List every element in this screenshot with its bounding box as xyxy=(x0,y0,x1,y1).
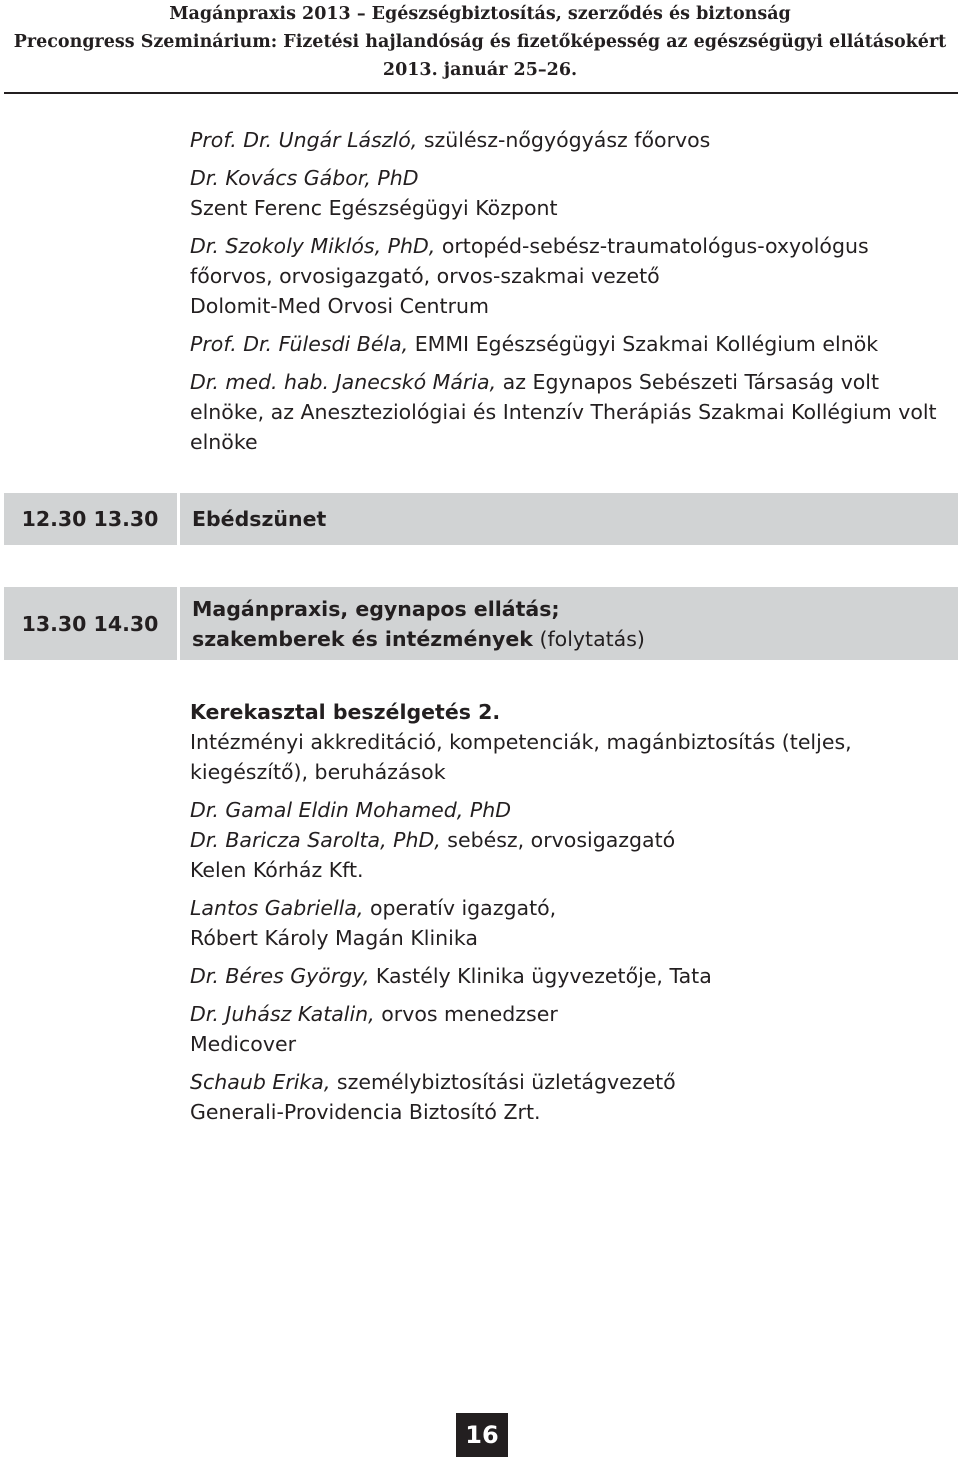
speaker-role: szülész-nőgyógyász főorvos xyxy=(417,128,711,152)
speaker-role: Kastély Klinika ügyvezetője, Tata xyxy=(369,964,712,988)
speaker-role: operatív igazgató, xyxy=(363,896,557,920)
session-time: 13.30 14.30 xyxy=(21,611,159,636)
speaker-entry xyxy=(190,231,950,321)
speaker-name: Lantos Gabriella, xyxy=(190,896,364,920)
speaker-name: Dr. Szokoly Miklós, PhD, xyxy=(190,234,436,258)
speaker-entry xyxy=(190,961,950,991)
session-title xyxy=(192,587,645,660)
header-date: 2013. január 25–26. xyxy=(382,60,578,80)
speaker-name: Dr. Baricza Sarolta, PhD, xyxy=(190,828,441,852)
speaker-entry xyxy=(190,795,950,825)
speaker-affiliation: Kelen Kórház Kft. xyxy=(190,858,364,882)
speaker-name: Prof. Dr. Fülesdi Béla, xyxy=(190,332,409,356)
speaker-role: az Egynapos Sebészeti Társaság volt elnöke, az Aneszteziológiai és Intenzív Therápiás Szakmai Kollégium volt elnöke xyxy=(190,370,937,454)
speaker-affiliation: Generali-Providencia Biztosító Zrt. xyxy=(190,1100,541,1124)
speaker-entry xyxy=(190,125,950,155)
session-bar xyxy=(4,587,958,660)
roundtable-title: Kerekasztal beszélgetés 2. xyxy=(190,700,501,724)
speaker-affiliation: Dolomit-Med Orvosi Centrum xyxy=(190,294,489,318)
speaker-name: Schaub Erika, xyxy=(190,1070,331,1094)
header-divider xyxy=(4,92,958,94)
speaker-entry xyxy=(190,825,950,885)
speaker-affiliation: Róbert Károly Magán Klinika xyxy=(190,926,478,950)
speaker-entry xyxy=(190,999,950,1059)
bar-separator xyxy=(177,493,180,545)
speaker-role: személybiztosítási üzletágvezető xyxy=(330,1070,676,1094)
page-header xyxy=(0,0,960,84)
break-title: Ebédszünet xyxy=(192,507,327,531)
speaker-name: Dr. Béres György, xyxy=(190,964,370,988)
speaker-affiliation: Medicover xyxy=(190,1032,296,1056)
speaker-entry xyxy=(190,367,950,457)
session-title-suffix: (folytatás) xyxy=(532,626,645,651)
speaker-list-top xyxy=(190,125,950,465)
session-title-line1: Magánpraxis, egynapos ellátás; xyxy=(192,596,560,621)
speaker-name: Prof. Dr. Ungár László, xyxy=(190,128,418,152)
speaker-entry xyxy=(190,163,950,223)
speaker-role: orvos menedzser xyxy=(374,1002,558,1026)
session-title-line2: szakemberek és intézmények xyxy=(192,626,533,651)
speaker-name: Dr. med. hab. Janecskó Mária, xyxy=(190,370,497,394)
speaker-entry xyxy=(190,1067,950,1127)
bar-separator xyxy=(177,587,180,660)
header-event-title: Magánpraxis 2013 – Egészségbiztosítás, szerződés és biztonság xyxy=(169,4,791,24)
break-time: 12.30 13.30 xyxy=(21,507,159,531)
speaker-role: EMMI Egészségügyi Szakmai Kollégium elnök xyxy=(408,332,879,356)
speaker-role: ortopéd-sebész-traumatológus-oxyológus főorvos, orvosigazgató, orvos-szakmai vezető xyxy=(190,234,869,288)
speaker-name: Dr. Gamal Eldin Mohamed, PhD xyxy=(190,798,511,822)
page-number: 16 xyxy=(456,1413,508,1457)
header-seminar-title: Precongress Szeminárium: Fizetési hajlandóság és fizetőképesség az egészségügyi ellátásokért xyxy=(13,32,947,52)
speaker-name: Dr. Kovács Gábor, PhD xyxy=(190,166,419,190)
speaker-name: Dr. Juhász Katalin, xyxy=(190,1002,375,1026)
lunch-break-bar xyxy=(4,493,958,545)
speaker-affiliation: Szent Ferenc Egészségügyi Központ xyxy=(190,196,558,220)
roundtable-section xyxy=(190,697,950,1135)
speaker-entry xyxy=(190,329,950,359)
speaker-role: sebész, orvosigazgató xyxy=(440,828,676,852)
speaker-entry xyxy=(190,893,950,953)
roundtable-topic: Intézményi akkreditáció, kompetenciák, magánbiztosítás (teljes, kiegészítő), beruházások xyxy=(190,730,852,784)
